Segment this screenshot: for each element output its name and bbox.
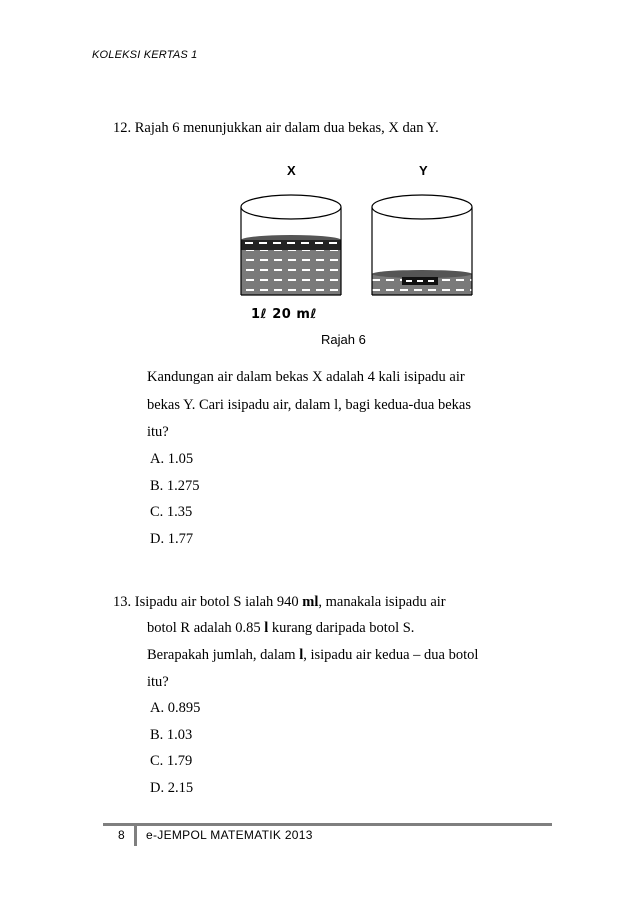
q12-option-d: D. 1.77 xyxy=(150,531,194,547)
q12-stem: 12. Rajah 6 menunjukkan air dalam dua bekas, X dan Y. xyxy=(113,120,439,136)
page-header: KOLEKSI KERTAS 1 xyxy=(92,49,198,61)
q12-body-line-2: bekas Y. Cari isipadu air, dalam l, bagi kedua-dua bekas xyxy=(147,397,471,413)
container-y-label: Y xyxy=(419,163,428,178)
container-x-label: X xyxy=(287,163,296,178)
q12-option-c: C. 1.35 xyxy=(150,504,193,520)
q13-line-1: 13. Isipadu air botol S ialah 940 ml, manakala isipadu air xyxy=(113,594,446,610)
footer-title: e-JEMPOL MATEMATIK 2013 xyxy=(146,828,313,842)
q12-option-a: A. 1.05 xyxy=(150,451,194,467)
page-number: 8 xyxy=(118,828,125,842)
q13-line-2: botol R adalah 0.85 l kurang daripada botol S. xyxy=(147,620,415,636)
footer-rule xyxy=(103,823,552,826)
q12-body-line-3: itu? xyxy=(147,424,169,440)
container-x xyxy=(241,195,341,295)
q12-body-line-1: Kandungan air dalam bekas X adalah 4 kali isipadu air xyxy=(147,369,465,385)
q13-option-b: B. 1.03 xyxy=(150,727,193,743)
q13-option-d: D. 2.15 xyxy=(150,780,194,796)
figure-containers xyxy=(230,185,490,305)
q13-line-4: itu? xyxy=(147,674,169,690)
q13-option-a: A. 0.895 xyxy=(150,700,201,716)
q12-option-b: B. 1.275 xyxy=(150,478,200,494)
q13-line-3: Berapakah jumlah, dalam l, isipadu air kedua – dua botol xyxy=(147,647,479,663)
footer-divider xyxy=(134,826,137,846)
figure-caption: Rajah 6 xyxy=(321,332,366,347)
volume-label-x: 1ℓ 20 mℓ xyxy=(251,307,317,322)
q13-option-c: C. 1.79 xyxy=(150,753,193,769)
container-y xyxy=(372,195,472,295)
